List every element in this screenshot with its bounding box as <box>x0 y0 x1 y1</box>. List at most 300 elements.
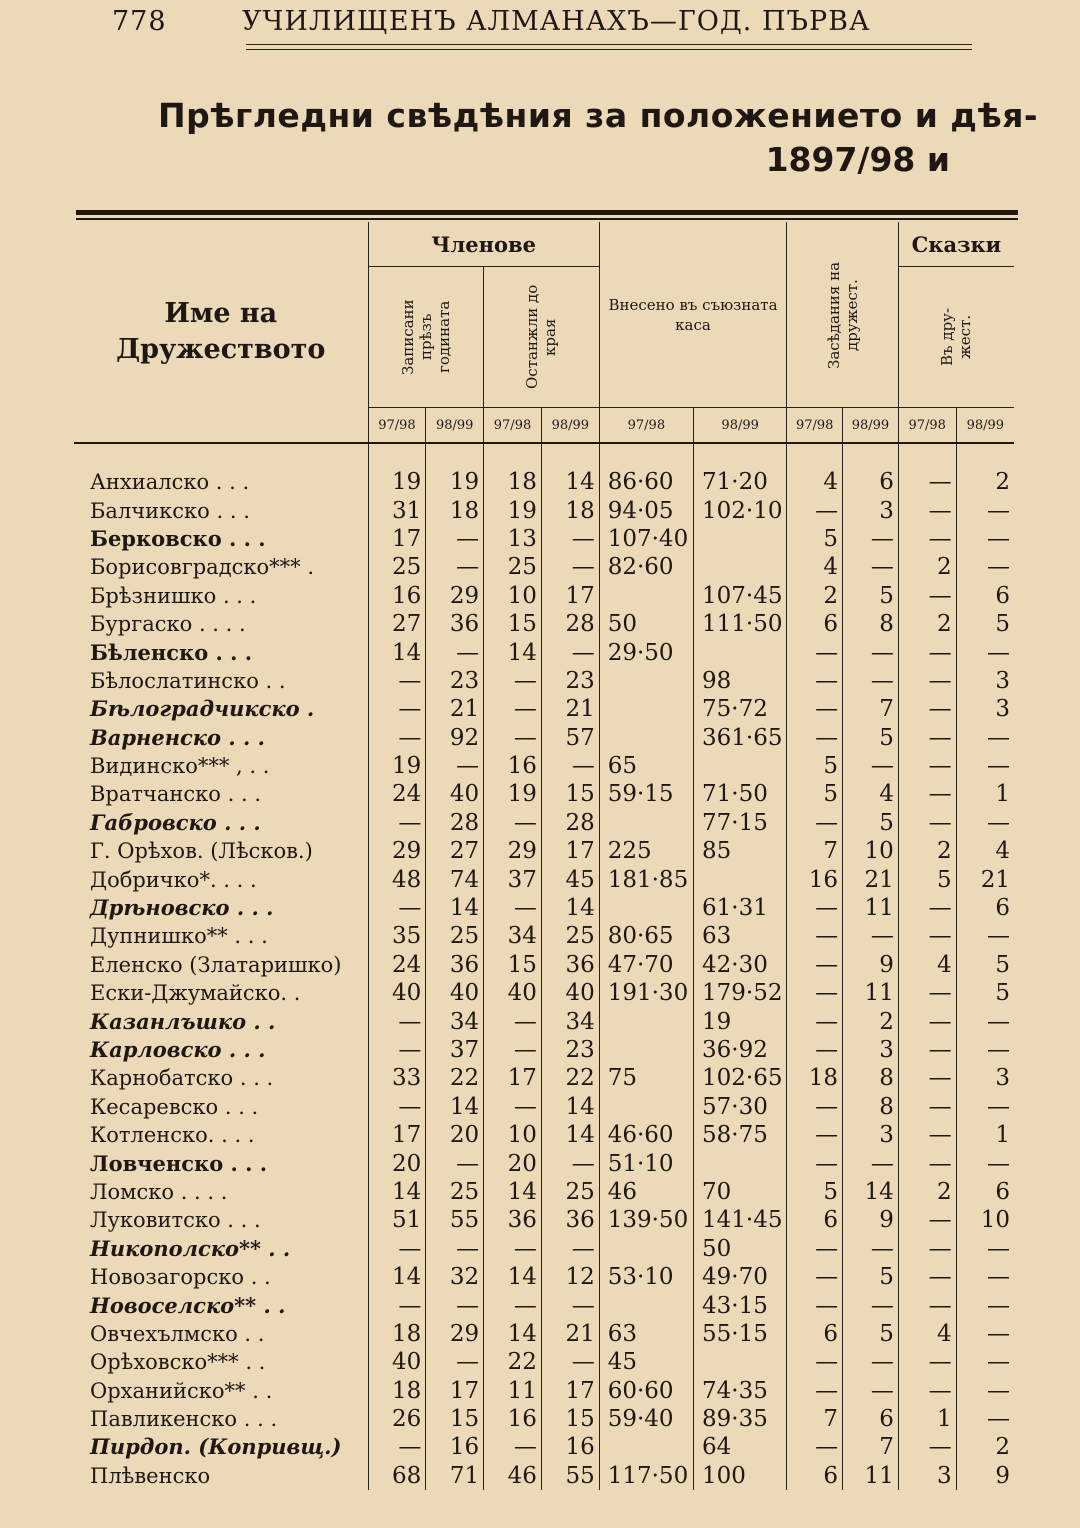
value-cell: 23 <box>426 667 484 695</box>
value-cell: 9 <box>843 951 899 979</box>
value-cell: 7 <box>787 837 843 865</box>
value-cell: — <box>898 1291 956 1319</box>
value-cell: 17 <box>426 1377 484 1405</box>
year-header: 98/99 <box>694 408 787 444</box>
value-cell: 14 <box>368 1263 426 1291</box>
value-cell: 3 <box>843 1121 899 1149</box>
table-row <box>74 610 1014 638</box>
value-cell: — <box>787 638 843 666</box>
value-cell: 27 <box>426 837 484 865</box>
value-cell: 23 <box>541 1036 599 1064</box>
value-cell: — <box>541 638 599 666</box>
value-cell <box>599 667 693 695</box>
value-cell: 6 <box>956 1178 1014 1206</box>
value-cell: — <box>956 1377 1014 1405</box>
year-header: 97/98 <box>368 408 426 444</box>
value-cell <box>599 809 693 837</box>
value-cell: 74·35 <box>694 1377 787 1405</box>
value-cell: 28 <box>541 809 599 837</box>
society-name: Дупнишко** . . . <box>90 924 268 949</box>
value-cell: 46·60 <box>599 1121 693 1149</box>
header-rule <box>246 44 972 45</box>
value-cell: 27 <box>368 610 426 638</box>
value-cell: — <box>956 1263 1014 1291</box>
society-name: Еленско (Златаришко) <box>90 952 342 977</box>
value-cell: 5 <box>787 1178 843 1206</box>
value-cell: 14 <box>484 1178 542 1206</box>
society-name: Балчикско . . . <box>90 498 250 523</box>
year-header: 98/99 <box>843 408 899 444</box>
value-cell: 70 <box>694 1178 787 1206</box>
value-cell: 4 <box>843 780 899 808</box>
value-cell: 35 <box>368 922 426 950</box>
value-cell: 6 <box>787 1320 843 1348</box>
value-cell: 225 <box>599 837 693 865</box>
value-cell: 36 <box>426 610 484 638</box>
value-cell: 21 <box>956 865 1014 893</box>
value-cell: 4 <box>787 443 843 496</box>
value-cell: — <box>368 724 426 752</box>
value-cell: 29 <box>484 837 542 865</box>
value-cell: — <box>898 667 956 695</box>
value-cell: — <box>368 667 426 695</box>
table-row <box>74 1064 1014 1092</box>
value-cell: 33 <box>368 1064 426 1092</box>
value-cell: — <box>843 752 899 780</box>
value-cell: 34 <box>484 922 542 950</box>
value-cell: 17 <box>484 1064 542 1092</box>
value-cell: — <box>956 638 1014 666</box>
value-cell: — <box>898 724 956 752</box>
value-cell: — <box>368 1007 426 1035</box>
society-name: Карнобатско . . . <box>90 1066 274 1091</box>
value-cell: — <box>898 1263 956 1291</box>
value-cell: — <box>898 496 956 524</box>
value-cell: 16 <box>541 1433 599 1461</box>
table-row <box>74 1121 1014 1149</box>
table-row <box>74 979 1014 1007</box>
value-cell: — <box>787 894 843 922</box>
value-cell: 18 <box>426 496 484 524</box>
value-cell: — <box>426 638 484 666</box>
value-cell: 21 <box>541 1320 599 1348</box>
value-cell: — <box>898 443 956 496</box>
value-cell: 3 <box>956 1064 1014 1092</box>
society-name: Бѣлослатинско . . <box>90 668 286 693</box>
table-row <box>74 1291 1014 1319</box>
value-cell: 22 <box>426 1064 484 1092</box>
value-cell: 7 <box>843 695 899 723</box>
society-name: Луковитско . . . <box>90 1208 261 1233</box>
value-cell: 5 <box>843 582 899 610</box>
value-cell <box>599 582 693 610</box>
members-group-header: Членове <box>368 222 599 267</box>
value-cell: 98 <box>694 667 787 695</box>
value-cell: 18 <box>368 1320 426 1348</box>
value-cell: — <box>787 1235 843 1263</box>
value-cell: — <box>787 1121 843 1149</box>
value-cell: 8 <box>843 1064 899 1092</box>
value-cell: 23 <box>541 667 599 695</box>
value-cell: 6 <box>843 443 899 496</box>
value-cell: — <box>898 638 956 666</box>
value-cell: — <box>956 1036 1014 1064</box>
value-cell: 5 <box>787 780 843 808</box>
statistics-table <box>74 222 1014 1490</box>
value-cell: 3 <box>843 1036 899 1064</box>
table-top-rule-thin <box>76 218 1018 220</box>
value-cell: 5 <box>956 979 1014 1007</box>
value-cell: 14 <box>843 1178 899 1206</box>
value-cell: 10 <box>484 582 542 610</box>
value-cell: — <box>484 1433 542 1461</box>
value-cell: — <box>787 951 843 979</box>
meetings-header: Засѣдания на дружест. <box>787 222 899 408</box>
value-cell: — <box>898 1121 956 1149</box>
value-cell: 6 <box>787 1462 843 1490</box>
stories-group-header: Сказки <box>898 222 1014 267</box>
value-cell: — <box>898 582 956 610</box>
value-cell: 37 <box>426 1036 484 1064</box>
table-row <box>74 922 1014 950</box>
value-cell: — <box>843 1149 899 1177</box>
value-cell: 58·75 <box>694 1121 787 1149</box>
value-cell: — <box>898 1348 956 1376</box>
value-cell: 181·85 <box>599 865 693 893</box>
value-cell: 50 <box>599 610 693 638</box>
value-cell: 24 <box>368 951 426 979</box>
society-name: Плѣвенско <box>90 1463 211 1488</box>
value-cell: — <box>843 667 899 695</box>
value-cell: — <box>898 894 956 922</box>
value-cell: 6 <box>787 1206 843 1234</box>
year-header: 98/99 <box>541 408 599 444</box>
value-cell: 3 <box>956 667 1014 695</box>
value-cell: — <box>956 1007 1014 1035</box>
value-cell: — <box>956 752 1014 780</box>
value-cell: 36·92 <box>694 1036 787 1064</box>
value-cell: 10 <box>956 1206 1014 1234</box>
value-cell: 5 <box>843 1263 899 1291</box>
value-cell: 17 <box>541 582 599 610</box>
table-row <box>74 553 1014 581</box>
value-cell <box>694 752 787 780</box>
value-cell: — <box>787 1007 843 1035</box>
value-cell: 28 <box>426 809 484 837</box>
table-row <box>74 525 1014 553</box>
running-title: УЧИЛИЩЕНЪ АЛМАНАХЪ—ГОД. ПЪРВА <box>242 6 871 37</box>
value-cell: 28 <box>541 610 599 638</box>
value-cell <box>694 553 787 581</box>
value-cell: 60·60 <box>599 1377 693 1405</box>
table-row <box>74 724 1014 752</box>
value-cell: — <box>541 752 599 780</box>
value-cell: 15 <box>484 951 542 979</box>
in-society-header: Въ дру-жест. <box>898 267 1014 408</box>
table-row <box>74 638 1014 666</box>
value-cell: — <box>787 922 843 950</box>
value-cell: 16 <box>484 752 542 780</box>
value-cell: — <box>484 667 542 695</box>
value-cell: — <box>787 809 843 837</box>
table-row <box>74 780 1014 808</box>
value-cell: — <box>898 752 956 780</box>
value-cell: — <box>843 638 899 666</box>
value-cell: — <box>484 1093 542 1121</box>
value-cell: 40 <box>426 979 484 1007</box>
table-row <box>74 1178 1014 1206</box>
value-cell: — <box>956 496 1014 524</box>
value-cell: 15 <box>426 1405 484 1433</box>
society-name: Добричко*. . . . <box>90 867 257 892</box>
value-cell: — <box>368 1036 426 1064</box>
value-cell: 15 <box>484 610 542 638</box>
value-cell: 75·72 <box>694 695 787 723</box>
value-cell: 29 <box>426 582 484 610</box>
value-cell: 21 <box>843 865 899 893</box>
value-cell: 14 <box>541 443 599 496</box>
value-cell: 53·10 <box>599 1263 693 1291</box>
table-row <box>74 1405 1014 1433</box>
value-cell: — <box>787 667 843 695</box>
value-cell: — <box>541 525 599 553</box>
value-cell: 2 <box>787 582 843 610</box>
value-cell: 16 <box>426 1433 484 1461</box>
table-row <box>74 1320 1014 1348</box>
value-cell: — <box>368 1093 426 1121</box>
society-name: Видинско*** , . . <box>90 754 270 779</box>
value-cell: 86·60 <box>599 443 693 496</box>
value-cell: — <box>787 1036 843 1064</box>
value-cell: — <box>898 695 956 723</box>
value-cell: 13 <box>484 525 542 553</box>
value-cell: 21 <box>541 695 599 723</box>
value-cell: — <box>484 724 542 752</box>
value-cell: 2 <box>898 837 956 865</box>
value-cell: — <box>426 1235 484 1263</box>
table-row <box>74 496 1014 524</box>
value-cell: 361·65 <box>694 724 787 752</box>
society-name: Павликенско . . . <box>90 1407 278 1432</box>
society-name: Никополско** . . <box>90 1235 291 1261</box>
value-cell: — <box>484 1291 542 1319</box>
value-cell: — <box>843 1348 899 1376</box>
value-cell: 25 <box>426 1178 484 1206</box>
value-cell: 40 <box>484 979 542 1007</box>
value-cell: 14 <box>541 894 599 922</box>
value-cell: 111·50 <box>694 610 787 638</box>
value-cell: 92 <box>426 724 484 752</box>
value-cell: — <box>843 1291 899 1319</box>
value-cell: 65 <box>599 752 693 780</box>
value-cell: 71·20 <box>694 443 787 496</box>
value-cell <box>694 638 787 666</box>
value-cell: — <box>368 695 426 723</box>
value-cell: 46 <box>599 1178 693 1206</box>
value-cell: 32 <box>426 1263 484 1291</box>
table-title-line-1: Прѣгледни свѣдѣния за положението и дѣя- <box>158 96 1039 135</box>
value-cell: — <box>898 780 956 808</box>
value-cell: — <box>426 1348 484 1376</box>
value-cell: 11 <box>843 1462 899 1490</box>
year-header: 97/98 <box>599 408 693 444</box>
society-name: Варненско . . . <box>90 724 265 750</box>
value-cell: — <box>484 1235 542 1263</box>
value-cell: — <box>956 1291 1014 1319</box>
value-cell: 11 <box>843 979 899 1007</box>
value-cell: 63 <box>694 922 787 950</box>
value-cell: 15 <box>541 780 599 808</box>
table-row <box>74 894 1014 922</box>
value-cell: 141·45 <box>694 1206 787 1234</box>
value-cell: 107·45 <box>694 582 787 610</box>
name-column-header: Име на Дружеството <box>74 222 368 443</box>
table-row <box>74 1235 1014 1263</box>
society-name: Карловско . . . <box>90 1037 266 1062</box>
value-cell <box>599 1007 693 1035</box>
table-row <box>74 1149 1014 1177</box>
table-row <box>74 809 1014 837</box>
value-cell: 29 <box>368 837 426 865</box>
society-name: Берковско . . . <box>90 525 266 551</box>
value-cell: — <box>956 553 1014 581</box>
value-cell <box>694 865 787 893</box>
value-cell: — <box>956 1348 1014 1376</box>
value-cell: 40 <box>541 979 599 1007</box>
value-cell: — <box>787 1377 843 1405</box>
value-cell: 139·50 <box>599 1206 693 1234</box>
value-cell: 37 <box>484 865 542 893</box>
value-cell: 75 <box>599 1064 693 1092</box>
value-cell: 2 <box>956 1433 1014 1461</box>
page-number: 778 <box>112 6 167 37</box>
value-cell: — <box>541 1235 599 1263</box>
value-cell: — <box>956 525 1014 553</box>
value-cell: 71 <box>426 1462 484 1490</box>
value-cell: 45 <box>541 865 599 893</box>
value-cell: 12 <box>541 1263 599 1291</box>
society-name: Г. Орѣхов. (Лѣсков.) <box>90 839 313 864</box>
year-header: 98/99 <box>426 408 484 444</box>
value-cell: — <box>898 1206 956 1234</box>
table-row <box>74 1093 1014 1121</box>
value-cell: 4 <box>898 1320 956 1348</box>
header-rule-2 <box>246 49 972 50</box>
value-cell: 51 <box>368 1206 426 1234</box>
value-cell: 102·10 <box>694 496 787 524</box>
value-cell <box>599 1291 693 1319</box>
value-cell: — <box>426 553 484 581</box>
value-cell: 191·30 <box>599 979 693 1007</box>
value-cell: — <box>787 496 843 524</box>
value-cell: 34 <box>426 1007 484 1035</box>
value-cell: 3 <box>956 695 1014 723</box>
deposit-header: Внесено въ съюзната каса <box>599 222 787 408</box>
value-cell: — <box>484 894 542 922</box>
value-cell: — <box>843 1235 899 1263</box>
value-cell: — <box>843 922 899 950</box>
value-cell: 36 <box>426 951 484 979</box>
value-cell: 1 <box>956 1121 1014 1149</box>
remained-header: Останжли до края <box>484 267 600 408</box>
year-header: 97/98 <box>484 408 542 444</box>
value-cell: 82·60 <box>599 553 693 581</box>
value-cell: — <box>956 1149 1014 1177</box>
table-body <box>74 443 1014 1490</box>
value-cell: 29 <box>426 1320 484 1348</box>
value-cell <box>694 525 787 553</box>
value-cell: 57·30 <box>694 1093 787 1121</box>
value-cell: — <box>484 1007 542 1035</box>
society-name: Бѣлоградчикско . <box>90 696 315 722</box>
table-row <box>74 1348 1014 1376</box>
value-cell: — <box>368 809 426 837</box>
value-cell: 5 <box>898 865 956 893</box>
society-name: Орханийско** . . <box>90 1378 273 1403</box>
value-cell <box>599 695 693 723</box>
value-cell: — <box>898 979 956 1007</box>
society-name: Котленско. . . . <box>90 1123 255 1148</box>
value-cell: — <box>368 894 426 922</box>
value-cell: 20 <box>368 1149 426 1177</box>
value-cell: 2 <box>956 443 1014 496</box>
value-cell: 36 <box>484 1206 542 1234</box>
value-cell: — <box>368 1433 426 1461</box>
value-cell: 46 <box>484 1462 542 1490</box>
value-cell: — <box>956 809 1014 837</box>
value-cell: — <box>956 1093 1014 1121</box>
value-cell: 94·05 <box>599 496 693 524</box>
value-cell: 42·30 <box>694 951 787 979</box>
value-cell: — <box>898 1064 956 1092</box>
table-row <box>74 1377 1014 1405</box>
value-cell: — <box>956 724 1014 752</box>
value-cell: 107·40 <box>599 525 693 553</box>
value-cell: — <box>898 1377 956 1405</box>
value-cell: 10 <box>843 837 899 865</box>
enrolled-header: Записани прѣзъ годината <box>368 267 484 408</box>
value-cell: 100 <box>694 1462 787 1490</box>
value-cell: 2 <box>898 610 956 638</box>
value-cell: 74 <box>426 865 484 893</box>
value-cell: 18 <box>541 496 599 524</box>
society-name: Ловченско . . . <box>90 1150 268 1176</box>
value-cell: — <box>956 1405 1014 1433</box>
value-cell: 25 <box>484 553 542 581</box>
value-cell: 47·70 <box>599 951 693 979</box>
value-cell: 8 <box>843 1093 899 1121</box>
value-cell: — <box>787 1348 843 1376</box>
value-cell: 16 <box>368 582 426 610</box>
value-cell: 49·70 <box>694 1263 787 1291</box>
value-cell: 18 <box>368 1377 426 1405</box>
value-cell <box>599 1093 693 1121</box>
value-cell: 5 <box>956 951 1014 979</box>
value-cell: — <box>898 922 956 950</box>
table-top-rule <box>76 210 1018 215</box>
value-cell: 64 <box>694 1433 787 1461</box>
value-cell: 11 <box>484 1377 542 1405</box>
value-cell: 48 <box>368 865 426 893</box>
value-cell: 179·52 <box>694 979 787 1007</box>
value-cell <box>599 1036 693 1064</box>
table-row <box>74 443 1014 496</box>
value-cell: 11 <box>843 894 899 922</box>
value-cell: 40 <box>368 979 426 1007</box>
value-cell: 6 <box>956 894 1014 922</box>
year-header: 97/98 <box>898 408 956 444</box>
table-row <box>74 1007 1014 1035</box>
